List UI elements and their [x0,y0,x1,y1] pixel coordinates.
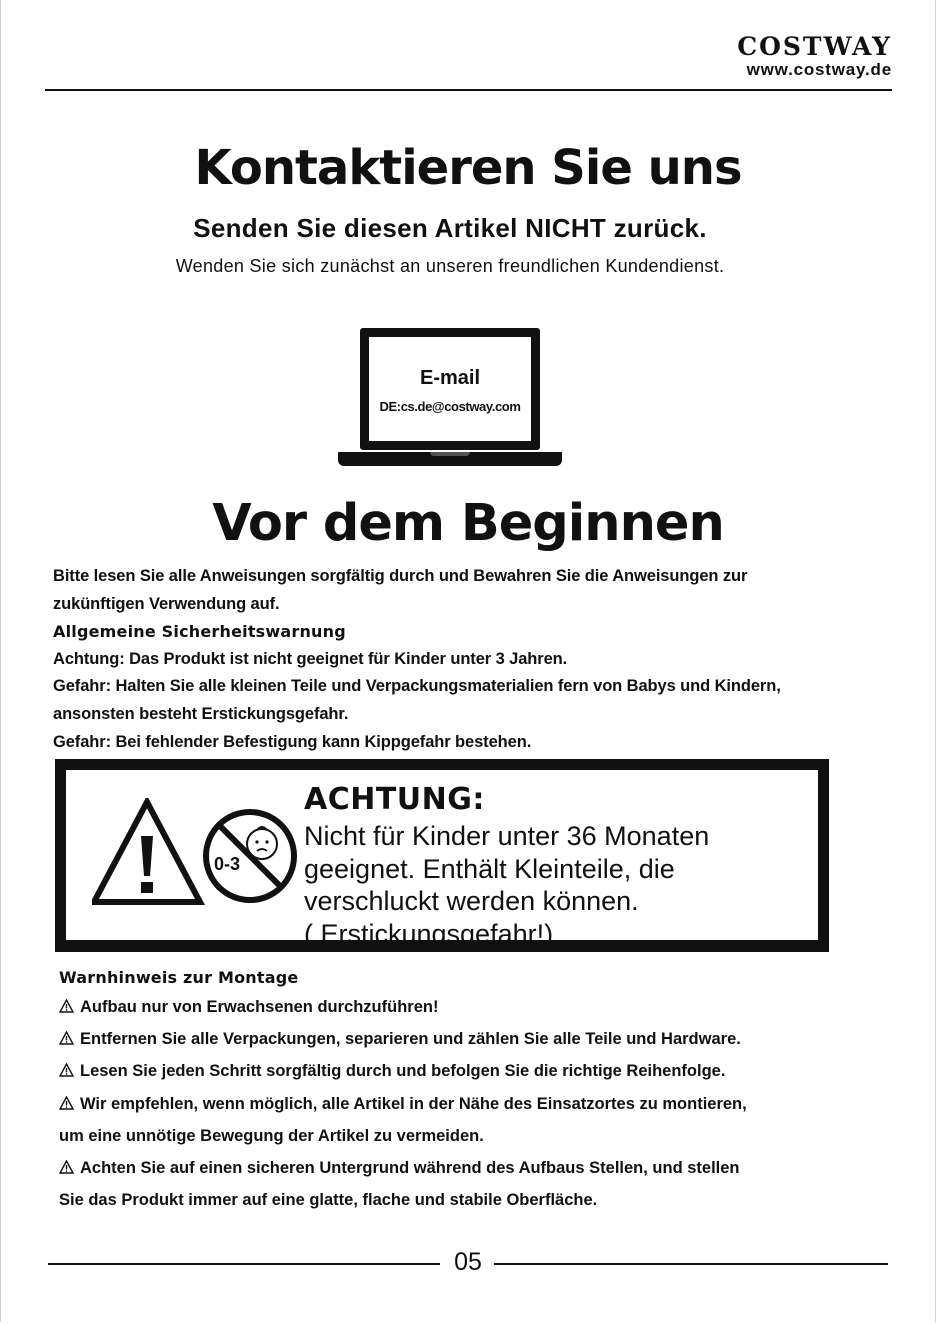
email-address[interactable]: DE:cs.de@costway.com [379,399,521,414]
assembly-heading: Warnhinweis zur Montage [59,968,299,987]
assembly-list [59,991,879,1216]
assembly-line-text: Entfernen Sie alle Verpackungen, separieren und zählen Sie alle Teile und Hardware. [80,1030,741,1049]
webcam-icon [478,340,482,344]
warning-triangle-icon [59,1063,74,1077]
instructions-text [53,563,873,756]
assembly-warnings [59,965,879,1216]
intro-line: Bitte lesen Sie alle Anweisungen sorgfältig durch und Bewahren Sie die Anweisungen zur [53,567,748,585]
before-title: Vor dem Beginnen [212,494,724,553]
brand-url: www.costway.de [746,60,892,79]
contact-subtitle: Senden Sie diesen Artikel NICHT zurück. [193,213,707,243]
assembly-line [59,1088,879,1120]
page-number: 05 [454,1248,482,1276]
assembly-line-text: Lesen Sie jeden Schritt sorgfältig durch und befolgen Sie die richtige Reihenfolge. [80,1062,726,1081]
warning-triangle-icon [59,1160,74,1174]
assembly-line-text: um eine unnötige Bewegung der Artikel zu vermeiden. [59,1126,484,1145]
safety-line: ansonsten besteht Erstickungsgefahr. [53,704,349,723]
warning-title: ACHTUNG: [304,782,485,817]
assembly-line-text: Achten Sie auf einen sicheren Untergrund während des Aufbaus Stellen, und stellen [80,1159,740,1178]
assembly-line [59,991,879,1023]
warning-line: Nicht für Kinder unter 36 Monaten [304,821,710,851]
email-label: E-mail [419,367,481,389]
assembly-line [59,1184,879,1216]
safety-line: Gefahr: Halten Sie alle kleinen Teile und Verpackungsmaterialien fern von Babys und Kindern, [53,677,781,696]
laptop-screen [360,328,540,450]
assembly-line [59,1055,879,1087]
assembly-line-text: Aufbau nur von Erwachsenen durchzuführen! [80,998,439,1016]
footer-rule-left [48,1263,440,1265]
assembly-line [59,1152,879,1184]
warning-triangle-icon [59,1031,74,1045]
warning-triangle-icon [59,1096,74,1110]
footer-rule-right [494,1263,888,1265]
brand-header [737,34,892,80]
laptop-icon [338,326,562,468]
laptop-notch [430,452,470,456]
contact-note: Wenden Sie sich zunächst an unseren freundlichen Kundendienst. [175,256,725,276]
warning-triangle-icon [59,999,74,1013]
warning-line: geeignet. Enthält Kleinteile, die [304,853,675,884]
warning-box [55,759,829,952]
intro-line: zukünftigen Verwendung auf. [53,594,280,613]
header-divider [45,89,892,91]
assembly-line-text: Wir empfehlen, wenn möglich, alle Artikel in der Nähe des Einsatzortes zu montieren, [80,1094,747,1113]
assembly-line-text: Sie das Produkt immer auf eine glatte, flache und stabile Oberfläche. [59,1191,598,1210]
assembly-line [59,1120,879,1152]
warning-line: ( Erstickungsgefahr!) [304,918,554,949]
safety-line: Gefahr: Bei fehlender Befestigung kann Kippgefahr bestehen. [53,732,532,751]
contact-title: Kontaktieren Sie uns [194,140,742,196]
age-label: 0-3 [214,854,241,874]
brand-logo: COSTWAY [737,32,892,61]
warning-icons [92,798,300,910]
warning-text [304,820,709,950]
warning-line: verschluckt werden können. [304,886,639,916]
warning-box-inner [66,770,818,949]
safety-heading: Allgemeine Sicherheitswarnung [53,622,346,642]
assembly-line [59,1023,879,1055]
safety-line: Achtung: Das Produkt ist nicht geeignet für Kinder unter 3 Jahren. [53,649,568,668]
